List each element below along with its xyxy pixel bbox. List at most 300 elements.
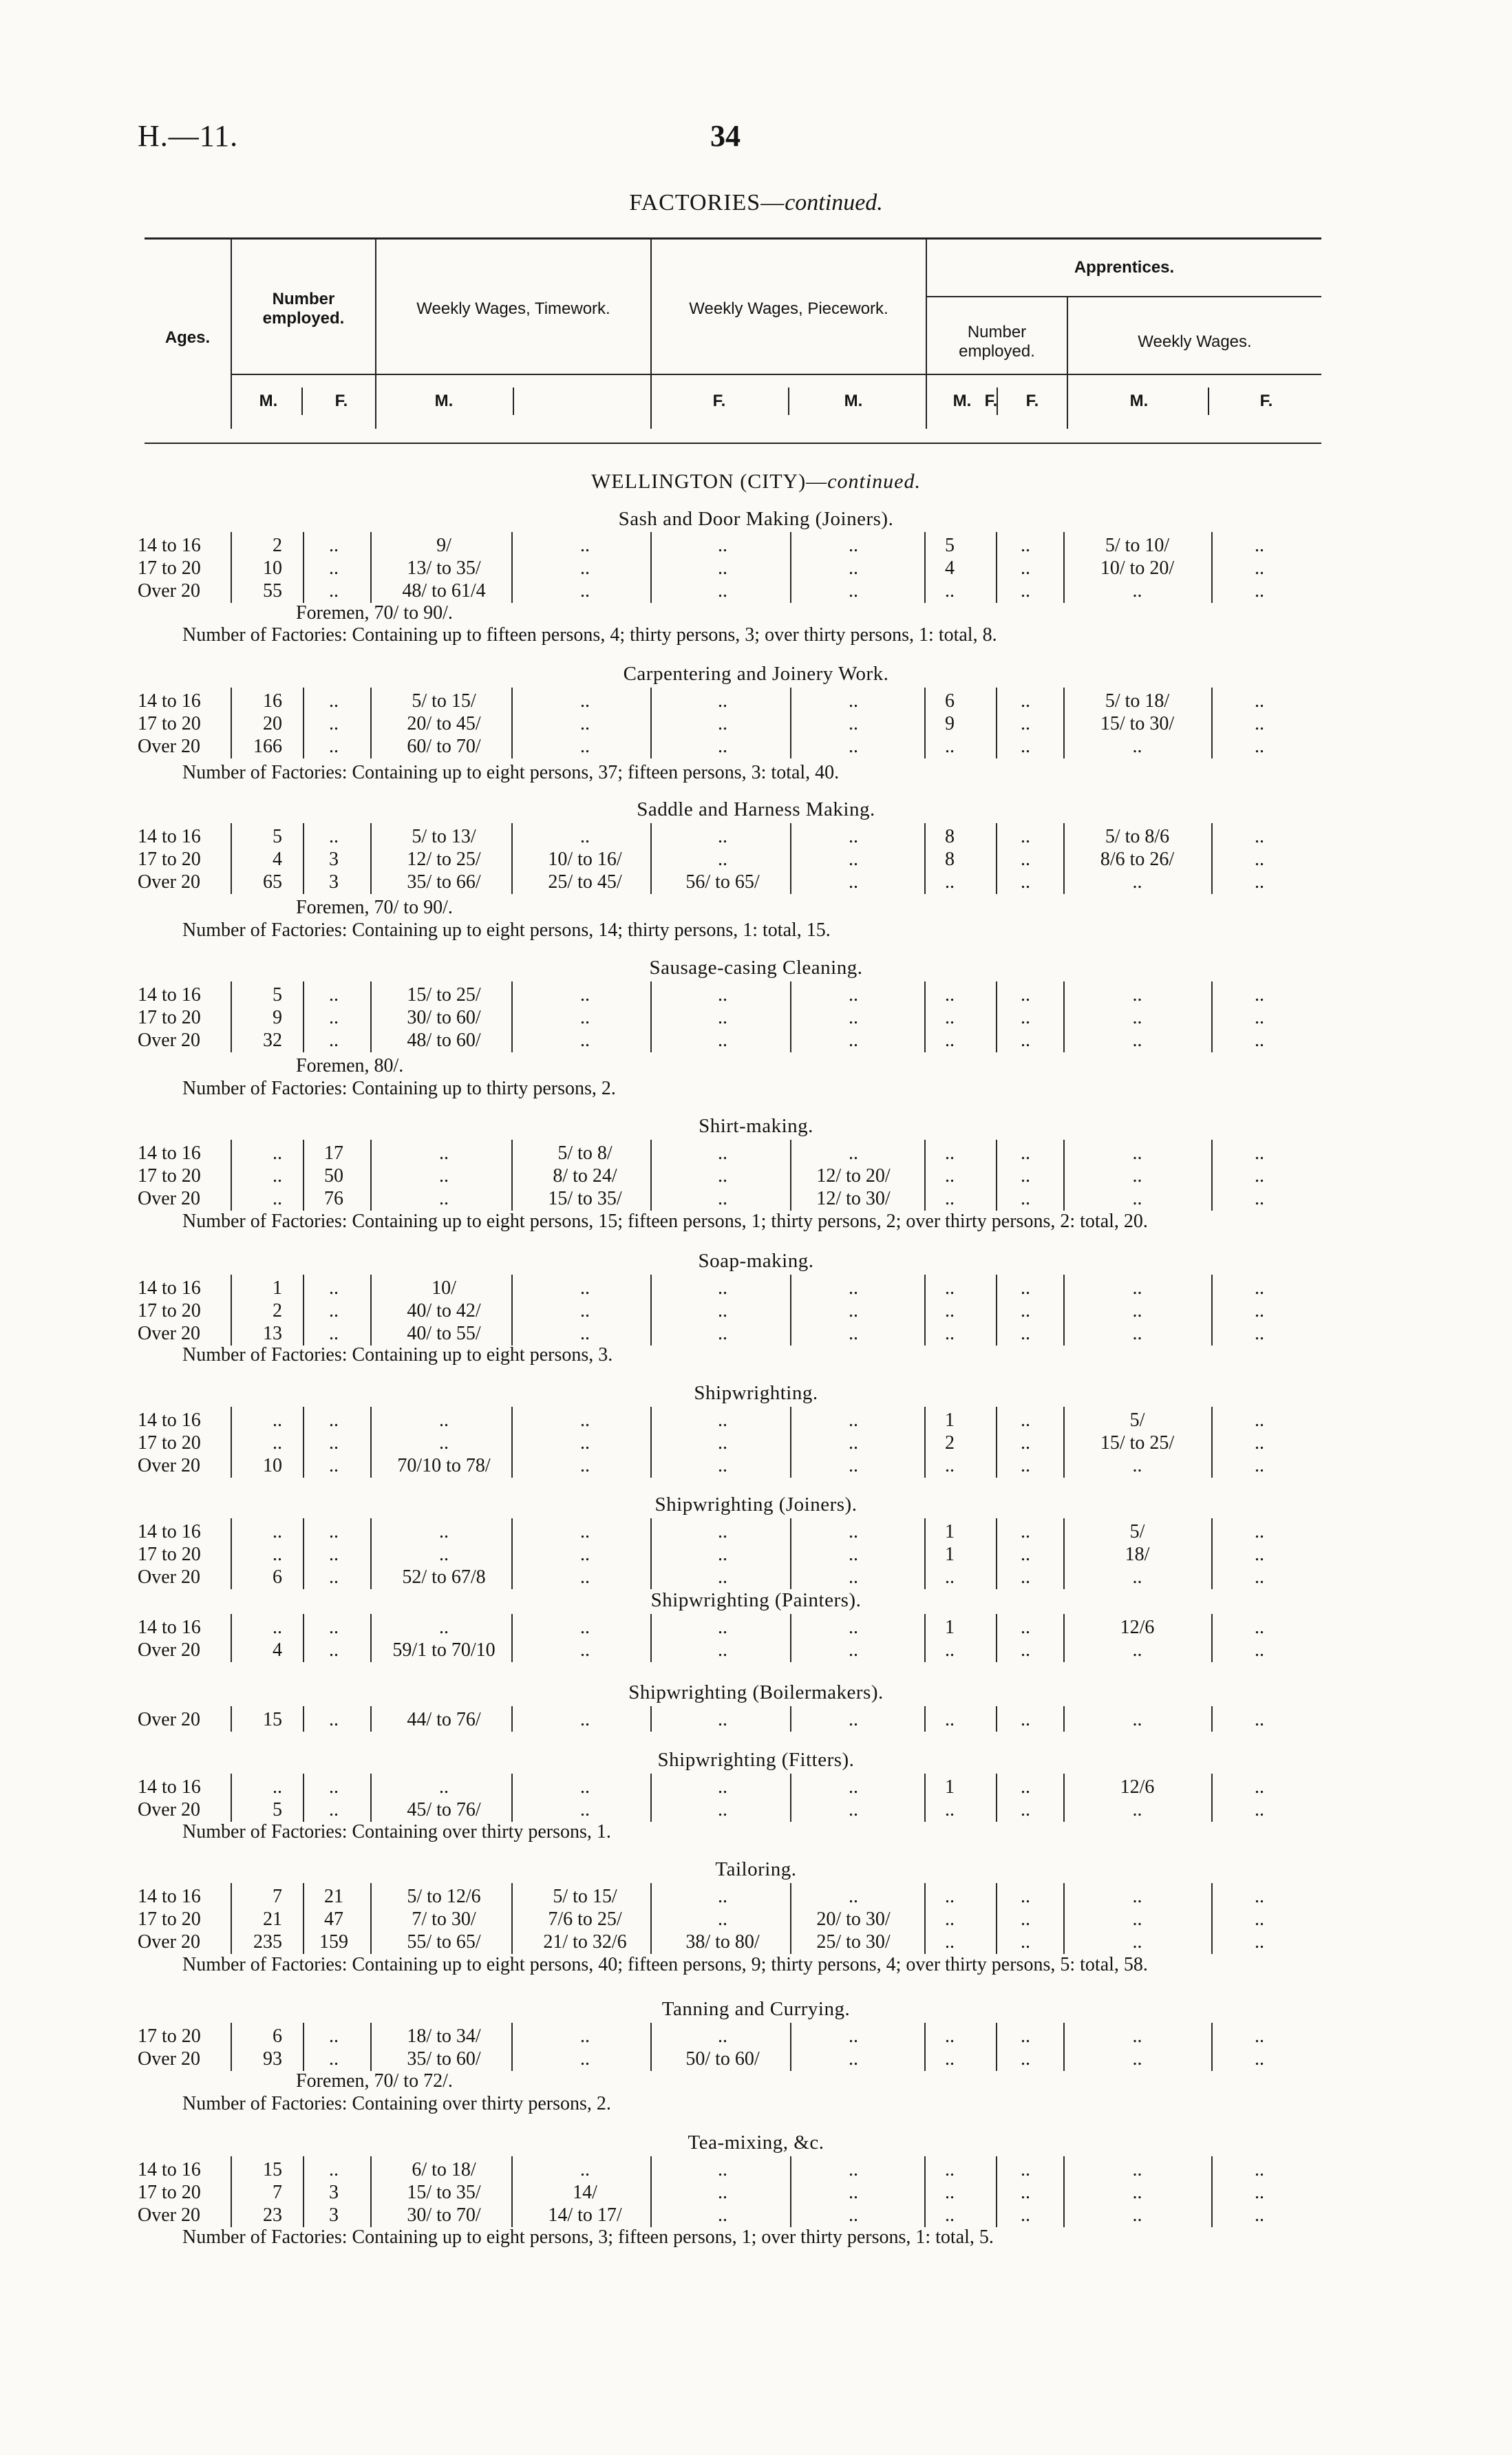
column-rule	[1211, 2023, 1213, 2071]
table-cell: 21/ to 32/6	[543, 1931, 627, 1953]
column-rule	[511, 1275, 513, 1346]
col-f: F.	[984, 392, 998, 410]
table-cell: ..	[1021, 1188, 1030, 1209]
table-cell: ..	[1021, 2026, 1030, 2047]
table-cell: 10	[263, 557, 282, 579]
column-rule	[996, 1275, 997, 1346]
column-rule	[790, 1706, 791, 1732]
col-weekly-timework: Weekly Wages, Timework.	[416, 299, 610, 318]
table-cell: ..	[718, 736, 727, 757]
table-cell: ..	[718, 580, 727, 602]
table-cell: 48/ to 60/	[407, 1030, 481, 1051]
table-cell: ..	[329, 826, 339, 847]
column-rule	[370, 823, 372, 894]
row-age-cell: Over 20	[138, 1455, 200, 1476]
table-cell: 6	[273, 2026, 282, 2047]
table-cell: 159	[319, 1931, 348, 1953]
column-rule	[790, 1275, 791, 1346]
section-title: Shipwrighting.	[694, 1382, 818, 1404]
region-title	[0, 470, 1512, 493]
table-row	[0, 713, 1512, 735]
section-title: Soap-making.	[698, 1250, 814, 1272]
column-rule	[1063, 532, 1065, 603]
table-cell: ..	[439, 1544, 449, 1565]
table-cell: 5	[273, 826, 282, 847]
header-mf-rule	[231, 374, 1321, 375]
header-divider	[650, 237, 652, 429]
table-cell: 10/	[432, 1277, 456, 1299]
column-rule	[650, 1407, 652, 1478]
table-cell: 45/ to 76/	[407, 1799, 481, 1820]
table-cell: ..	[1255, 690, 1264, 712]
section-title: Shipwrighting (Joiners).	[654, 1494, 858, 1516]
column-rule	[650, 1883, 652, 1954]
table-cell: ..	[329, 580, 339, 602]
row-age-cell: 17 to 20	[138, 2182, 201, 2203]
table-cell: ..	[849, 1617, 858, 1638]
table-cell: ..	[1021, 535, 1030, 556]
table-cell: ..	[1132, 1931, 1142, 1953]
table-cell: ..	[945, 1709, 955, 1730]
column-rule	[1063, 1275, 1065, 1346]
table-cell: ..	[718, 1776, 727, 1798]
table-cell: 30/ to 70/	[407, 2204, 481, 2226]
row-age-cell: 14 to 16	[138, 535, 201, 556]
column-rule	[1063, 2023, 1065, 2071]
table-row	[0, 1300, 1512, 1322]
table-cell: 5/ to 8/6	[1105, 826, 1170, 847]
table-cell: ..	[1132, 1143, 1142, 1164]
column-rule	[370, 1774, 372, 1822]
table-cell: 21	[324, 1886, 343, 1907]
table-cell: ..	[580, 2159, 590, 2180]
column-rule	[303, 532, 304, 603]
table-cell: ..	[1021, 736, 1030, 757]
table-cell: 5/ to 18/	[1105, 690, 1170, 712]
section-title: Tailoring.	[715, 1858, 797, 1880]
table-cell: ..	[273, 1544, 282, 1565]
table-cell: ..	[849, 984, 858, 1006]
table-cell: ..	[1021, 1931, 1030, 1953]
factories-count-note: Number of Factories: Containing up to eight persons, 3.	[182, 1344, 613, 1365]
table-cell: ..	[1132, 1566, 1142, 1588]
page-number: 34	[710, 119, 741, 153]
table-cell: ..	[1132, 984, 1142, 1006]
table-cell: ..	[1255, 849, 1264, 870]
table-cell: 8/6 to 26/	[1100, 849, 1175, 870]
row-age-cell: 14 to 16	[138, 1776, 201, 1798]
table-cell: ..	[849, 1300, 858, 1321]
row-age-cell: 17 to 20	[138, 1544, 201, 1565]
col-m: M.	[844, 392, 863, 410]
table-cell: ..	[580, 1521, 590, 1542]
table-cell: ..	[329, 1277, 339, 1299]
column-rule	[231, 2156, 232, 2227]
table-cell: 3	[329, 2204, 339, 2226]
table-cell: ..	[849, 736, 858, 757]
column-rule	[511, 1883, 513, 1954]
column-rule	[1063, 1614, 1065, 1662]
table-row	[0, 1455, 1512, 1477]
table-cell: ..	[718, 1909, 727, 1930]
table-cell: ..	[1132, 1165, 1142, 1187]
table-cell: 15/ to 35/	[407, 2182, 481, 2203]
column-rule	[650, 688, 652, 758]
column-rule	[1063, 981, 1065, 1052]
section-title: Shirt-making.	[699, 1115, 813, 1137]
column-rule	[370, 1275, 372, 1346]
row-age-cell: 14 to 16	[138, 1277, 201, 1299]
table-cell: ..	[329, 736, 339, 757]
table-cell: ..	[945, 2204, 955, 2226]
table-cell: ..	[849, 580, 858, 602]
table-row	[0, 1909, 1512, 1931]
column-rule	[790, 532, 791, 603]
table-cell: ..	[1255, 1566, 1264, 1588]
section-title: Tanning and Currying.	[661, 1998, 851, 2020]
column-rule	[650, 2156, 652, 2227]
factories-count-note: Number of Factories: Containing up to eight persons, 40; fifteen persons, 9; thirty persons, 4; over thirty persons, 5: total, 58.	[182, 1954, 1148, 1975]
table-cell: ..	[1021, 690, 1030, 712]
column-rule	[370, 981, 372, 1052]
table-cell: ..	[718, 1323, 727, 1344]
row-age-cell: 14 to 16	[138, 826, 201, 847]
section-title: Sash and Door Making (Joiners).	[618, 508, 894, 530]
page-title-suffix: continued.	[785, 190, 883, 215]
row-age-cell: Over 20	[138, 1799, 200, 1820]
column-rule	[511, 1140, 513, 1211]
table-cell: ..	[1255, 736, 1264, 757]
column-rule	[370, 1706, 372, 1732]
table-cell: ..	[1021, 1143, 1030, 1164]
table-cell: ..	[945, 2026, 955, 2047]
column-rule	[1063, 1140, 1065, 1211]
col-m: M.	[259, 392, 278, 410]
table-cell: ..	[439, 1410, 449, 1431]
table-cell: ..	[945, 2048, 955, 2070]
column-rule	[370, 1614, 372, 1662]
table-cell: ..	[1021, 1432, 1030, 1454]
column-rule	[790, 1407, 791, 1478]
table-cell: ..	[1021, 1617, 1030, 1638]
table-cell: ..	[718, 826, 727, 847]
table-cell: ..	[718, 1617, 727, 1638]
table-cell: ..	[1021, 826, 1030, 847]
section-title: Tea-mixing, &c.	[688, 2132, 824, 2154]
table-row	[0, 1277, 1512, 1299]
table-cell: ..	[1132, 736, 1142, 757]
header-divider	[1067, 296, 1068, 429]
table-cell: ..	[1255, 1007, 1264, 1028]
table-cell: 50/ to 60/	[685, 2048, 760, 2070]
table-cell: ..	[849, 2048, 858, 2070]
table-cell: ..	[1255, 1544, 1264, 1565]
table-cell: ..	[439, 1776, 449, 1798]
factories-count-note: Number of Factories: Containing up to eight persons, 15; fifteen persons, 1; thirty persons, 2; over thirty persons, 2: total, 20.	[182, 1211, 1148, 1232]
table-cell: ..	[849, 1544, 858, 1565]
table-row	[0, 2159, 1512, 2181]
column-rule	[996, 1774, 997, 1822]
table-row	[0, 557, 1512, 580]
row-age-cell: 17 to 20	[138, 557, 201, 579]
row-age-cell: 14 to 16	[138, 1617, 201, 1638]
table-cell: ..	[329, 1432, 339, 1454]
column-rule	[303, 1883, 304, 1954]
column-rule	[650, 1518, 652, 1589]
table-cell: ..	[1132, 1799, 1142, 1820]
column-rule	[1211, 1140, 1213, 1211]
table-cell: ..	[329, 1323, 339, 1344]
table-cell: ..	[273, 1410, 282, 1431]
table-cell: 15	[263, 1709, 282, 1730]
row-age-cell: 17 to 20	[138, 1909, 201, 1930]
table-cell: ..	[1021, 2048, 1030, 2070]
table-cell: 9	[273, 1007, 282, 1028]
table-cell: ..	[1255, 557, 1264, 579]
column-rule	[650, 1614, 652, 1662]
table-cell: 16	[263, 690, 282, 712]
table-cell: ..	[329, 1566, 339, 1588]
col-app-m: M.	[952, 392, 972, 410]
col-app-number-l2: employed.	[959, 342, 1035, 361]
table-cell: 14/	[573, 2182, 597, 2203]
table-cell: ..	[945, 736, 955, 757]
column-rule	[303, 1518, 304, 1589]
table-cell: ..	[849, 826, 858, 847]
table-cell: 47	[324, 1909, 343, 1930]
column-rule	[650, 823, 652, 894]
table-cell: ..	[945, 1455, 955, 1476]
table-cell: ..	[1132, 1709, 1142, 1730]
table-cell: ..	[329, 2026, 339, 2047]
column-rule	[370, 1140, 372, 1211]
column-rule	[996, 1140, 997, 1211]
table-cell: ..	[1132, 2048, 1142, 2070]
column-rule	[1063, 1518, 1065, 1589]
table-cell: 20/ to 30/	[816, 1909, 891, 1930]
table-cell: 5	[945, 535, 955, 556]
table-cell: ..	[1021, 1799, 1030, 1820]
column-header	[145, 237, 1321, 444]
table-cell: 1	[945, 1410, 955, 1431]
table-cell: 6/ to 18/	[412, 2159, 476, 2180]
column-rule	[650, 1275, 652, 1346]
table-cell: ..	[849, 2159, 858, 2180]
table-cell: ..	[329, 1799, 339, 1820]
table-cell: 60/ to 70/	[407, 736, 481, 757]
table-cell: ..	[1021, 2159, 1030, 2180]
table-cell: ..	[1132, 1455, 1142, 1476]
row-age-cell: 17 to 20	[138, 713, 201, 734]
table-cell: ..	[1255, 871, 1264, 893]
table-cell: ..	[329, 535, 339, 556]
table-cell: ..	[1132, 2026, 1142, 2047]
table-cell: ..	[1255, 1323, 1264, 1344]
table-cell: ..	[329, 1455, 339, 1476]
column-rule	[924, 688, 926, 758]
factories-count-note: Number of Factories: Containing over thirty persons, 2.	[182, 2093, 611, 2114]
row-age-cell: 14 to 16	[138, 1521, 201, 1542]
row-age-cell: Over 20	[138, 1030, 200, 1051]
section-title: Saddle and Harness Making.	[637, 798, 875, 820]
table-cell: 10/ to 16/	[548, 849, 622, 870]
column-rule	[511, 688, 513, 758]
table-cell: 12/ to 30/	[816, 1188, 891, 1209]
table-cell: ..	[1021, 1544, 1030, 1565]
table-cell: ..	[329, 1544, 339, 1565]
table-cell: 38/ to 80/	[685, 1931, 760, 1953]
table-row	[0, 984, 1512, 1006]
table-cell: ..	[945, 1931, 955, 1953]
table-cell: 12/6	[1120, 1617, 1155, 1638]
table-cell: ..	[945, 1165, 955, 1187]
table-cell: ..	[1255, 984, 1264, 1006]
table-cell: ..	[718, 1886, 727, 1907]
table-cell: ..	[945, 1886, 955, 1907]
table-cell: 5/ to 15/	[412, 690, 476, 712]
table-cell: ..	[945, 1030, 955, 1051]
table-cell: ..	[849, 1776, 858, 1798]
table-cell: ..	[1255, 535, 1264, 556]
table-cell: ..	[1255, 1521, 1264, 1542]
table-cell: ..	[1021, 1521, 1030, 1542]
table-cell: ..	[1132, 1007, 1142, 1028]
column-rule	[1211, 1614, 1213, 1662]
table-cell: ..	[439, 1521, 449, 1542]
foremen-wage: Foremen, 70/ to 90/.	[296, 897, 453, 918]
table-cell: 9/	[436, 535, 451, 556]
column-rule	[924, 2156, 926, 2227]
col-app-wage-f: F.	[1259, 392, 1273, 410]
column-rule	[790, 688, 791, 758]
table-cell: ..	[718, 1030, 727, 1051]
table-row	[0, 1188, 1512, 1210]
table-cell: ..	[1255, 2204, 1264, 2226]
column-rule	[924, 1140, 926, 1211]
table-cell: ..	[945, 1799, 955, 1820]
table-cell: ..	[273, 1776, 282, 1798]
table-cell: ..	[580, 984, 590, 1006]
column-rule	[996, 2023, 997, 2071]
table-row	[0, 1886, 1512, 1908]
table-cell: ..	[718, 1799, 727, 1820]
table-row	[0, 736, 1512, 758]
row-age-cell: 14 to 16	[138, 1143, 201, 1164]
column-rule	[370, 2156, 372, 2227]
col-app-weekly-wages: Weekly Wages.	[1138, 332, 1252, 351]
table-cell: ..	[273, 1165, 282, 1187]
column-rule	[650, 1774, 652, 1822]
report-code: H.—11.	[138, 119, 239, 153]
table-row	[0, 849, 1512, 871]
table-cell: 59/1 to 70/10	[392, 1639, 496, 1661]
table-cell: 93	[263, 2048, 282, 2070]
table-cell: 15/ to 25/	[407, 984, 481, 1006]
table-row	[0, 1432, 1512, 1454]
factories-count-note: Number of Factories: Containing up to eight persons, 3; fifteen persons, 1; over thirty persons, 1: total, 5.	[182, 2226, 994, 2248]
table-cell: 17	[324, 1143, 343, 1164]
header-divider	[231, 237, 232, 429]
column-rule	[511, 532, 513, 603]
column-rule	[231, 1275, 232, 1346]
column-rule	[511, 2156, 513, 2227]
table-row	[0, 1410, 1512, 1432]
row-age-cell: Over 20	[138, 2204, 200, 2226]
table-cell: ..	[329, 690, 339, 712]
table-cell: ..	[1255, 1931, 1264, 1953]
table-cell: 20/ to 45/	[407, 713, 481, 734]
table-cell: 4	[945, 557, 955, 579]
table-cell: ..	[718, 713, 727, 734]
table-cell: ..	[1255, 1188, 1264, 1209]
table-cell: ..	[1132, 871, 1142, 893]
table-cell: ..	[580, 1617, 590, 1638]
table-cell: 12/ to 25/	[407, 849, 481, 870]
table-cell: ..	[580, 1799, 590, 1820]
table-cell: 52/ to 67/8	[402, 1566, 486, 1588]
header-divider	[375, 237, 376, 429]
col-weekly-piecework: Weekly Wages, Piecework.	[689, 299, 888, 318]
table-cell: ..	[329, 1709, 339, 1730]
table-cell: ..	[849, 1432, 858, 1454]
table-cell: ..	[580, 1007, 590, 1028]
row-age-cell: 17 to 20	[138, 1165, 201, 1187]
table-cell: ..	[329, 557, 339, 579]
table-cell: 9	[945, 713, 955, 734]
table-cell: ..	[1255, 1617, 1264, 1638]
row-age-cell: Over 20	[138, 1709, 200, 1730]
table-row	[0, 2048, 1512, 2070]
table-row	[0, 1709, 1512, 1731]
table-cell: ..	[1132, 1323, 1142, 1344]
table-cell: 6	[945, 690, 955, 712]
column-rule	[303, 2156, 304, 2227]
table-cell: 5/ to 12/6	[407, 1886, 481, 1907]
table-cell: 18/ to 34/	[407, 2026, 481, 2047]
table-cell: ..	[945, 1909, 955, 1930]
section-title: Carpentering and Joinery Work.	[623, 663, 889, 685]
table-cell: ..	[580, 2048, 590, 2070]
table-cell: ..	[849, 2204, 858, 2226]
table-cell: 23	[263, 2204, 282, 2226]
table-cell: 235	[253, 1931, 282, 1953]
table-cell: ..	[580, 713, 590, 734]
table-cell: ..	[1021, 1776, 1030, 1798]
table-row	[0, 535, 1512, 557]
table-cell: 5/ to 10/	[1105, 535, 1170, 556]
column-rule	[996, 688, 997, 758]
column-rule	[1211, 1407, 1213, 1478]
column-rule	[1063, 2156, 1065, 2227]
page-title	[0, 190, 1512, 216]
table-row	[0, 580, 1512, 602]
table-cell: ..	[439, 1143, 449, 1164]
table-cell: 5/	[1129, 1521, 1145, 1542]
column-rule	[924, 981, 926, 1052]
column-rule	[303, 688, 304, 758]
table-cell: 1	[945, 1544, 955, 1565]
table-cell: ..	[1255, 1909, 1264, 1930]
table-cell: ..	[580, 1639, 590, 1661]
column-rule	[996, 823, 997, 894]
table-cell: 3	[329, 849, 339, 870]
table-cell: ..	[580, 1323, 590, 1344]
table-cell: 5	[273, 1799, 282, 1820]
col-f: F.	[334, 392, 348, 410]
table-cell: 6	[273, 1566, 282, 1588]
table-cell: ..	[945, 1007, 955, 1028]
table-cell: ..	[1255, 1300, 1264, 1321]
